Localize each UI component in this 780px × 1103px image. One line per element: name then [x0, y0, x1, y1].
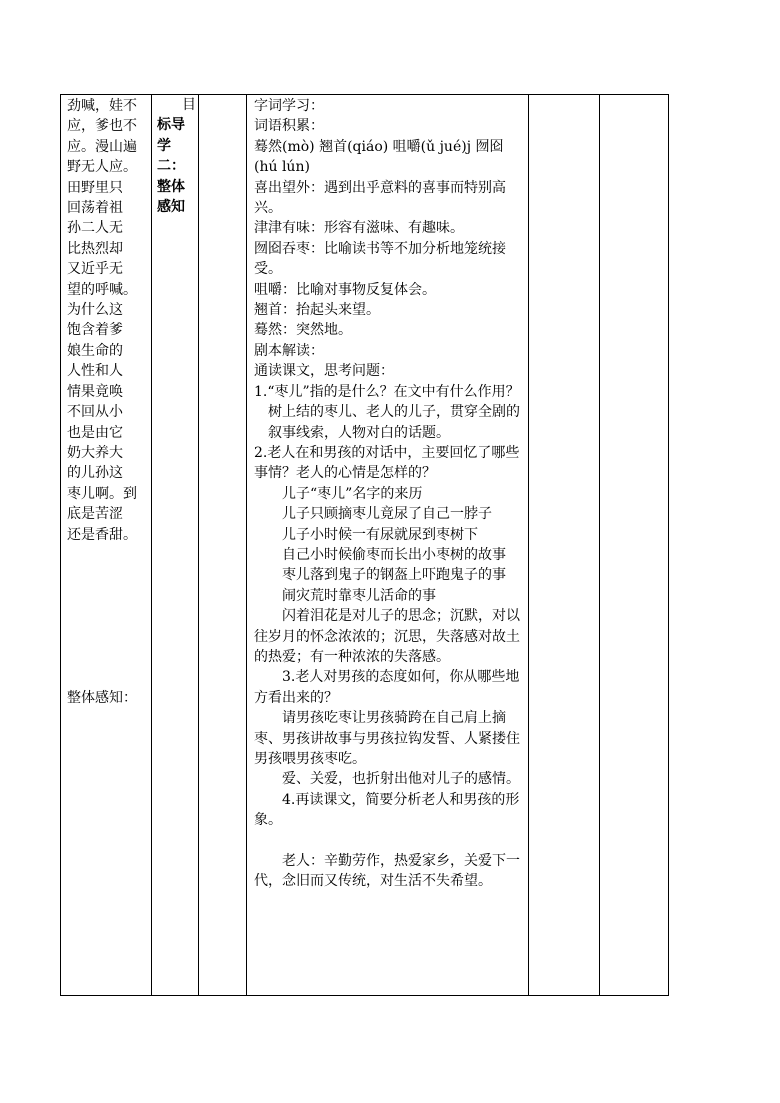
content-heading: 字词学习： [254, 98, 324, 114]
content-heading: 词语积累： [254, 118, 324, 135]
objective-heading-line: 标导 [157, 117, 185, 134]
empty-column-cell [199, 95, 247, 996]
vocabulary-definition: 蓦然：突然地。 [254, 322, 352, 339]
question: 1.“枣儿”指的是什么？在文中有什么作用？ [254, 383, 520, 400]
vocabulary-definition: 翘首：抬起头来望。 [254, 302, 380, 319]
question-text: 3.老人对男孩的态度如何，你从哪些地方看出来的？ [254, 669, 520, 706]
question: 2.老人在和男孩的对话中，主要回忆了哪些 事情？老人的心情是怎样的？ [254, 444, 534, 482]
answer-text: 老人：辛勤劳作，热爱家乡，关爱下一代，念旧而又传统，对生活不失希望。 [254, 852, 520, 890]
answer [254, 851, 524, 892]
objective-heading-line: 感知 [157, 199, 185, 216]
poem-line: 娘生命的 [67, 342, 123, 359]
spacer [67, 545, 147, 688]
content-heading: 剧本解读： [254, 342, 324, 359]
objective-column-cell [152, 95, 199, 996]
spacer [254, 831, 524, 851]
answer-text: 自己小时候偷枣而长出小枣树的故事 [282, 546, 506, 563]
poem-line: 望的呼喊。 [67, 281, 137, 298]
answer-text: 闪着泪花是对儿子的思念；沉默，对以往岁月的怀念浓浓的；沉思，失落感对故土的热爱；有一种浓浓的失落感。 [254, 608, 520, 665]
answer-text: 爱、关爱，也折射出他对儿子的感情。 [282, 771, 520, 788]
objective-heading-line: 目 [182, 97, 196, 113]
poem-column-cell [61, 95, 152, 996]
answer [254, 606, 524, 667]
poem-line: 枣儿啊。到 [67, 485, 137, 502]
vocabulary-definition: 喜出望外：遇到出乎意料的喜事而特别高兴。 [254, 179, 506, 217]
answer: 儿子只顾摘枣儿竟尿了自己一脖子 [282, 506, 492, 523]
poem-line: 应。漫山遍 [67, 138, 137, 155]
objective-heading-line: 学 [157, 137, 171, 154]
vocabulary-definition: 津津有味：形容有滋味、有趣味。 [254, 220, 464, 237]
objective-heading-line: 整体 [157, 178, 185, 195]
poem-line: 底是苦涩 [67, 506, 123, 523]
poem-line: 回荡着祖 [67, 200, 123, 217]
content-paragraph: 通读课文，思考问题： [254, 363, 394, 380]
empty-column-cell [529, 95, 600, 996]
poem-line: 情果竟唤 [67, 383, 123, 400]
lesson-plan-table [60, 94, 669, 996]
poem-line: 劲喊，娃不 [67, 98, 137, 114]
question [254, 790, 524, 831]
vocabulary-definition: 咀嚼：比喻对事物反复体会。 [254, 281, 436, 298]
question-text: 4.再读课文，简要分析老人和男孩的形象。 [254, 791, 520, 829]
answer: 儿子小时候一有尿就尿到枣树下 [282, 526, 478, 543]
objective-heading-line: 二： [157, 158, 185, 175]
overall-perception-label: 整体感知： [67, 689, 137, 706]
answer-text: 枣儿落到鬼子的钢盔上吓跑鬼子的事 [282, 567, 506, 584]
answer: 树上结的枣儿、老人的儿子，贯穿全剧的叙事线索，人物对白的话题。 [268, 404, 520, 441]
poem-line: 饱含着爹 [67, 322, 123, 339]
poem-line: 野无人应。 [67, 159, 137, 176]
answer [254, 565, 524, 585]
poem-line: 的儿孙这 [67, 465, 123, 482]
poem-line: 人性和人 [67, 363, 123, 380]
content-column-cell [247, 95, 534, 996]
table-row [61, 95, 669, 996]
poem-line: 为什么这 [67, 302, 123, 319]
answer-text: 请男孩吃枣让男孩骑跨在自己肩上摘枣、男孩讲故事与男孩拉钩发誓、人紧搂住男孩喂男孩枣吃。 [254, 710, 520, 767]
poem-line: 比热烈却 [67, 240, 123, 257]
poem-line: 应，爹也不 [67, 118, 137, 135]
question [254, 667, 524, 708]
poem-line: 又近乎无 [67, 261, 123, 278]
answer: 闹灾荒时靠枣儿活命的事 [282, 587, 436, 604]
poem-line: 也是由它 [67, 424, 123, 441]
poem-line: 还是香甜。 [67, 526, 137, 543]
poem-line: 田野里只 [67, 179, 123, 196]
answer [254, 769, 524, 789]
poem-line: 不回从小 [67, 404, 123, 421]
empty-column-cell [600, 95, 669, 996]
vocabulary-definition: 囫囵吞枣：比喻读书等不加分析地笼统接受。 [254, 240, 506, 278]
answer [254, 545, 524, 565]
answer [254, 708, 524, 769]
vocabulary-pinyin: 蓦然(mò) 翘首(qiáo) 咀嚼(ǔ jué)j 囫囵(hú lún) [254, 138, 504, 176]
answer: 儿子“枣儿”名字的来历 [282, 485, 423, 502]
poem-line: 孙二人无 [67, 220, 123, 237]
poem-line: 奶大养大 [67, 444, 123, 461]
